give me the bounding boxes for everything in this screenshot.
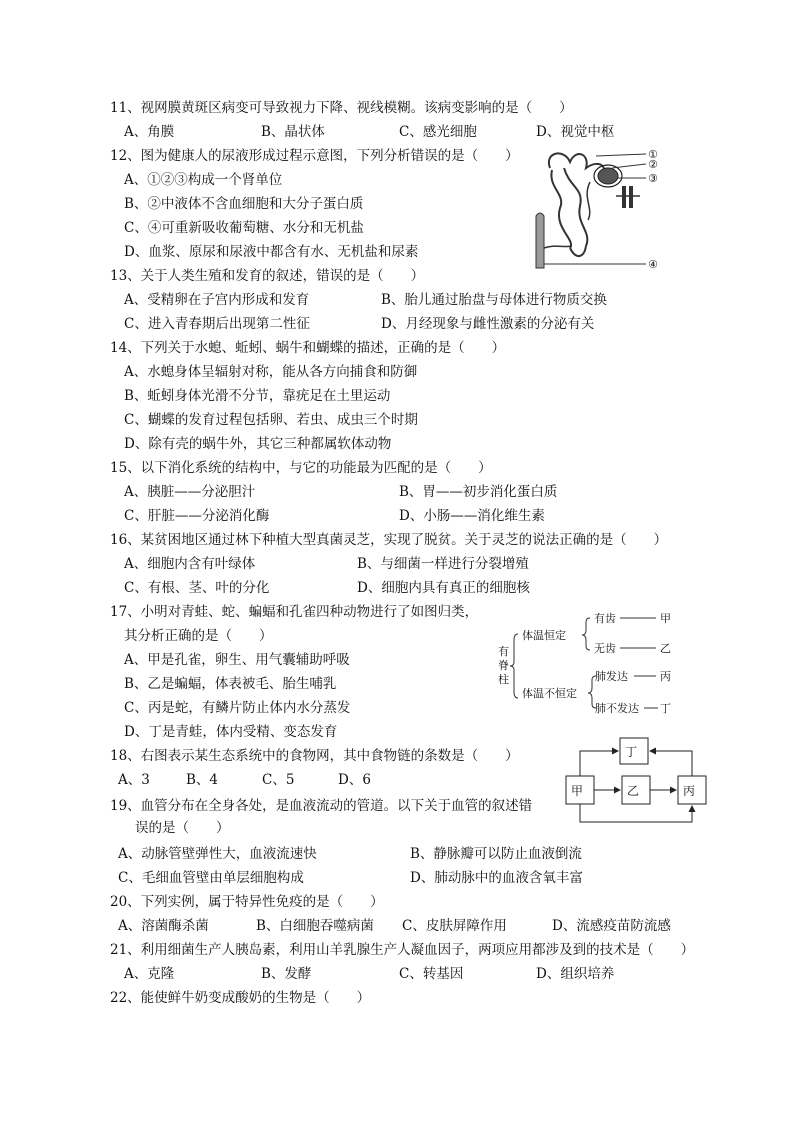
bing-label: 丙 [660, 670, 671, 683]
tubule-mid [564, 168, 587, 246]
teeth-label: 有齿 [594, 612, 616, 625]
arrow-jia-ding [580, 751, 618, 776]
q12-stem: 12、图为健康人的尿液形成过程示意图，下列分析错误的是（ ） [110, 148, 519, 164]
arteriole-a [622, 186, 626, 208]
root-char-2: 脊 [498, 659, 509, 672]
q18-option-d: D、6 [338, 772, 371, 788]
leader-2 [612, 164, 646, 168]
yi-label: 乙 [660, 642, 671, 655]
tubule-inner [587, 182, 590, 220]
q19-option-a: A、动脉管壁弹性大，血液流速快 [118, 846, 317, 862]
animal-classification-figure [494, 606, 678, 724]
q21-stem: 21、利用细菌生产人胰岛素，利用山羊乳腺生产人凝血因子，两项应用都涉及到的技术是（ ） [110, 942, 695, 958]
q15-option-c: C、肝脏——分泌消化酶 [124, 508, 270, 524]
q11-option-d: D、视觉中枢 [536, 124, 615, 140]
leader-1 [596, 154, 646, 156]
q20-option-b: B、白细胞吞噬病菌 [256, 918, 374, 934]
q14-option-a: A、水螅身体呈辐射对称，能从各方向捕食和防御 [124, 364, 418, 380]
tubule-bottom [570, 246, 586, 256]
q18-stem: 18、右图表示某生态系统中的食物网，其中食物链的条数是（ ） [110, 748, 519, 764]
q12-option-a: A、①②③构成一个肾单位 [124, 172, 283, 188]
q15-option-b: B、胃——初步消化蛋白质 [399, 484, 558, 500]
nephron-figure [530, 148, 665, 273]
q17-option-d: D、丁是青蛙，体内受精、变态发育 [124, 724, 338, 740]
q20-option-d: D、流感疫苗防流感 [552, 918, 671, 934]
node-yi-label: 乙 [627, 784, 640, 798]
q17-option-c: C、丙是蛇，有鳞片防止体内水分蒸发 [124, 700, 351, 716]
q20-stem: 20、下列实例，属于特异性免疫的是（ ） [110, 894, 384, 910]
label-2: ② [648, 158, 658, 171]
collecting-vessel [536, 213, 544, 268]
q18-option-b: B、4 [186, 772, 219, 788]
q13-option-d: D、月经现象与雌性激素的分泌有关 [381, 316, 595, 332]
q16-option-a: A、细胞内含有叶绿体 [124, 556, 256, 572]
jia-label: 甲 [660, 612, 671, 625]
q14-option-c: C、蝴蝶的发育过程包括卵、若虫、成虫三个时期 [124, 412, 418, 428]
q19-option-d: D、肺动脉中的血液含氧丰富 [410, 870, 583, 886]
q15-stem: 15、以下消化系统的结构中，与它的功能最为匹配的是（ ） [110, 460, 492, 476]
q11-option-b: B、晶状体 [261, 124, 325, 140]
label-4: ④ [648, 258, 658, 271]
q19-option-c: C、毛细血管壁由单层细胞构成 [118, 870, 304, 886]
noteeth-label: 无齿 [594, 642, 616, 655]
q17-stem-line1: 17、小明对青蛙、蛇、蝙蝠和孔雀四种动物进行了如图归类， [110, 604, 479, 620]
q11-option-c: C、感光细胞 [399, 124, 477, 140]
q12-option-d: D、血浆、原尿和尿液中都含有水、无机盐和尿素 [124, 244, 419, 260]
q19-stem-line2: 误的是（ ） [135, 820, 230, 836]
cold-label: 体温不恒定 [522, 687, 577, 700]
q21-option-c: C、转基因 [399, 966, 464, 982]
q21-option-d: D、组织培养 [536, 966, 615, 982]
q16-stem: 16、某贫困地区通过林下种植大型真菌灵芝，实现了脱贫。关于灵芝的说法正确的是（ ） [110, 532, 668, 548]
q13-option-a: A、受精卵在子宫内形成和发育 [124, 292, 310, 308]
q21-option-a: A、克隆 [124, 966, 175, 982]
node-jia-label: 甲 [571, 784, 584, 798]
ding-label: 丁 [660, 702, 671, 715]
root-char-1: 有 [498, 645, 509, 658]
lungs-poor-label: 肺不发达 [595, 702, 639, 715]
label-3: ③ [648, 172, 658, 185]
q22-stem: 22、能使鲜牛奶变成酸奶的生物是（ ） [110, 990, 371, 1006]
q19-stem-line1: 19、血管分布在全身各处，是血液流动的管道。以下关于血管的叙述错 [110, 798, 533, 814]
q11-stem: 11、视网膜黄斑区病变可导致视力下降、视线模糊。该病变影响的是（ ） [110, 100, 573, 116]
q21-option-b: B、发酵 [261, 966, 312, 982]
arrow-bing-ding [650, 751, 692, 776]
q14-option-d: D、除有壳的蜗牛外，其它三种都属软体动物 [124, 436, 392, 452]
q12-option-c: C、④可重新吸收葡萄糖、水分和无机盐 [124, 220, 364, 236]
node-bing-label: 丙 [683, 784, 696, 798]
q16-option-c: C、有根、茎、叶的分化 [124, 580, 270, 596]
q15-option-d: D、小肠——消化维生素 [399, 508, 545, 524]
root-brace [510, 634, 518, 698]
q16-option-b: B、与细菌一样进行分裂增殖 [357, 556, 529, 572]
q11-option-a: A、角膜 [124, 124, 175, 140]
q14-option-b: B、蚯蚓身体光滑不分节，靠疣足在土里运动 [124, 388, 391, 404]
q18-option-a: A、3 [118, 772, 150, 788]
q17-option-b: B、乙是蝙蝠，体表被毛、胎生哺乳 [124, 676, 337, 692]
node-ding-label: 丁 [625, 745, 638, 759]
root-char-3: 柱 [498, 673, 509, 686]
q20-option-a: A、溶菌酶杀菌 [118, 918, 209, 934]
tubule-left [551, 170, 571, 248]
glomerulus [598, 168, 618, 184]
q19-option-b: B、静脉瓣可以防止血液倒流 [410, 846, 582, 862]
q15-option-a: A、胰脏——分泌胆汁 [124, 484, 256, 500]
q17-stem-line2: 其分析正确的是（ ） [124, 628, 273, 644]
arteriole-b [629, 186, 633, 208]
q12-option-b: B、②中液体不含血细胞和大分子蛋白质 [124, 196, 364, 212]
q20-option-c: C、皮肤屏障作用 [402, 918, 507, 934]
label-1: ① [648, 148, 658, 161]
food-web-figure [562, 734, 712, 830]
tubule-duct [544, 246, 572, 248]
q18-option-c: C、5 [262, 772, 295, 788]
q13-option-c: C、进入青春期后出现第二性征 [124, 316, 310, 332]
q17-option-a: A、甲是孔雀，卵生、用气囊辅助呼吸 [124, 652, 350, 668]
warm-label: 体温恒定 [522, 629, 566, 642]
tubule-top [549, 153, 604, 178]
q14-stem: 14、下列关于水螅、蚯蚓、蜗牛和蝴蝶的描述，正确的是（ ） [110, 340, 506, 356]
q13-stem: 13、关于人类生殖和发育的叙述，错误的是（ ） [110, 268, 425, 284]
warm-brace [582, 618, 590, 650]
lungs-good-label: 肺发达 [595, 670, 628, 683]
arrow-jia-bing [580, 804, 692, 822]
q13-option-b: B、胎儿通过胎盘与母体进行物质交换 [381, 292, 607, 308]
q16-option-d: D、细胞内具有真正的细胞核 [357, 580, 530, 596]
